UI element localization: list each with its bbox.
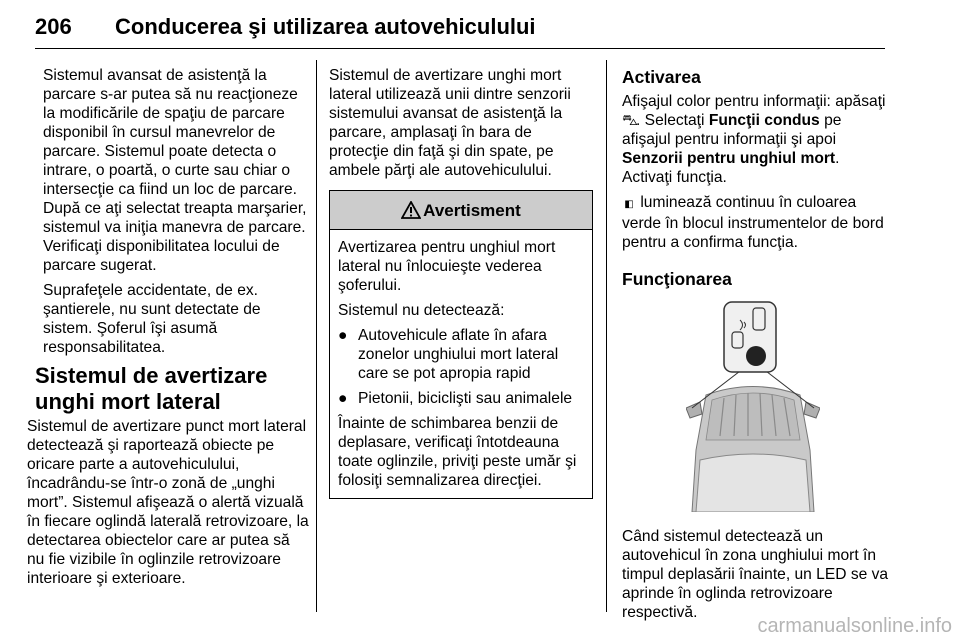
warning-header	[330, 191, 592, 230]
menu-name: Senzorii pentru unghiul mort	[622, 150, 836, 167]
column-left	[27, 66, 310, 594]
warning-box	[329, 190, 593, 499]
paragraph: Sistemul avansat de asistenţă la parcare s-ar putea să nu reacţioneze la modificările de spaţiu de parcare disponibil în cursul manevrelor de parcare. Sistemul poate detecta o intrare, o poartă, o curte sau chiar o intersecţie ca fiind un loc de parcare. După ce aţi selectat treapta marşarier, sistemul va iniţia manevra de parcare. Verificaţi disponibilitatea locului de parcare sugerat.	[43, 67, 307, 274]
section-heading: Funcţionarea	[622, 269, 732, 289]
car-info-icon: ⛍	[622, 112, 639, 129]
paragraph: Când sistemul detectează un autovehicul în zona unghiului mort în timpul deplasării înainte, un LED se va aprinde în oglinda retrovizoare respectivă.	[622, 528, 889, 621]
warning-title: Avertisment	[423, 200, 521, 220]
paragraph: Sistemul de avertizare punct mort lateral detectează şi raportează obiecte pe oricare parte a autovehiculului, încadrându-se într-o zonă de „unghi mort”. Sistemul afişează o alertă vizuală în fiecare oglindă laterală retrovizoare, la detectarea obiectelor care ar putea să nu fie vizibile în oglinzile retrovizoare interioare şi exterioare.	[27, 418, 309, 587]
text: . Selectaţi	[636, 112, 705, 129]
paragraph: Sistemul nu detectează:	[338, 302, 505, 319]
menu-name: Funcţii condus	[708, 112, 820, 129]
bullet-icon: ●	[338, 327, 348, 344]
bullet-icon: ●	[338, 390, 348, 407]
car-mirror-illustration	[686, 300, 820, 512]
watermark: carmanualsonline.info	[757, 615, 952, 637]
paragraph: Înainte de schimbarea benzii de deplasare, verificaţi întotdeauna toate oglinzile, priviţi peste umăr şi folosiţi semnalizarea direcţiei.	[338, 415, 577, 489]
section-heading: Sistemul de avertizare unghi mort lateral	[35, 363, 268, 414]
warning-triangle-icon	[401, 201, 421, 219]
blind-spot-indicator-icon: ◧	[624, 199, 634, 210]
list-item	[338, 326, 584, 383]
text: pe afişajul pentru informaţii şi apoi	[622, 112, 842, 148]
column-divider	[316, 60, 317, 612]
column-middle	[329, 66, 594, 499]
page-title: Conducerea şi utilizarea autovehiculului	[115, 14, 536, 39]
paragraph: Sistemul de avertizare unghi mort lateral utilizează unii dintre senzorii sistemului avansat de asistenţă la parcare, amplasaţi în bara de protecţie din faţă şi din spate, pe ambele părţi ale autovehiculului.	[329, 67, 571, 179]
text: luminează continuu în culoarea verde în blocul instrumentelor de bord pentru a confirma funcţia.	[622, 194, 884, 251]
paragraph	[622, 193, 892, 252]
paragraph	[622, 92, 892, 187]
list-item-text: Pietonii, biciclişti sau animalele	[358, 390, 573, 407]
paragraph: Avertizarea pentru unghiul mort lateral nu înlocuieşte vederea şoferului.	[338, 239, 556, 294]
text: . Activaţi funcţia.	[622, 150, 840, 186]
warning-body	[330, 230, 592, 498]
text: Afişajul color pentru informaţii: apăsaţi	[622, 93, 886, 110]
column-divider	[606, 60, 607, 612]
list-item	[338, 389, 584, 408]
column-right	[622, 66, 892, 628]
page-header	[35, 14, 885, 49]
section-heading: Activarea	[622, 67, 701, 87]
paragraph: Suprafeţele accidentate, de ex. şantierele, nu sunt detectate de sistem. Şoferul îşi asumă responsabilitatea.	[43, 282, 261, 356]
list-item-text: Autovehicule aflate în afara zonelor unghiului mort lateral care se pot apropia rapid	[358, 327, 559, 382]
page-number: 206	[35, 14, 72, 39]
